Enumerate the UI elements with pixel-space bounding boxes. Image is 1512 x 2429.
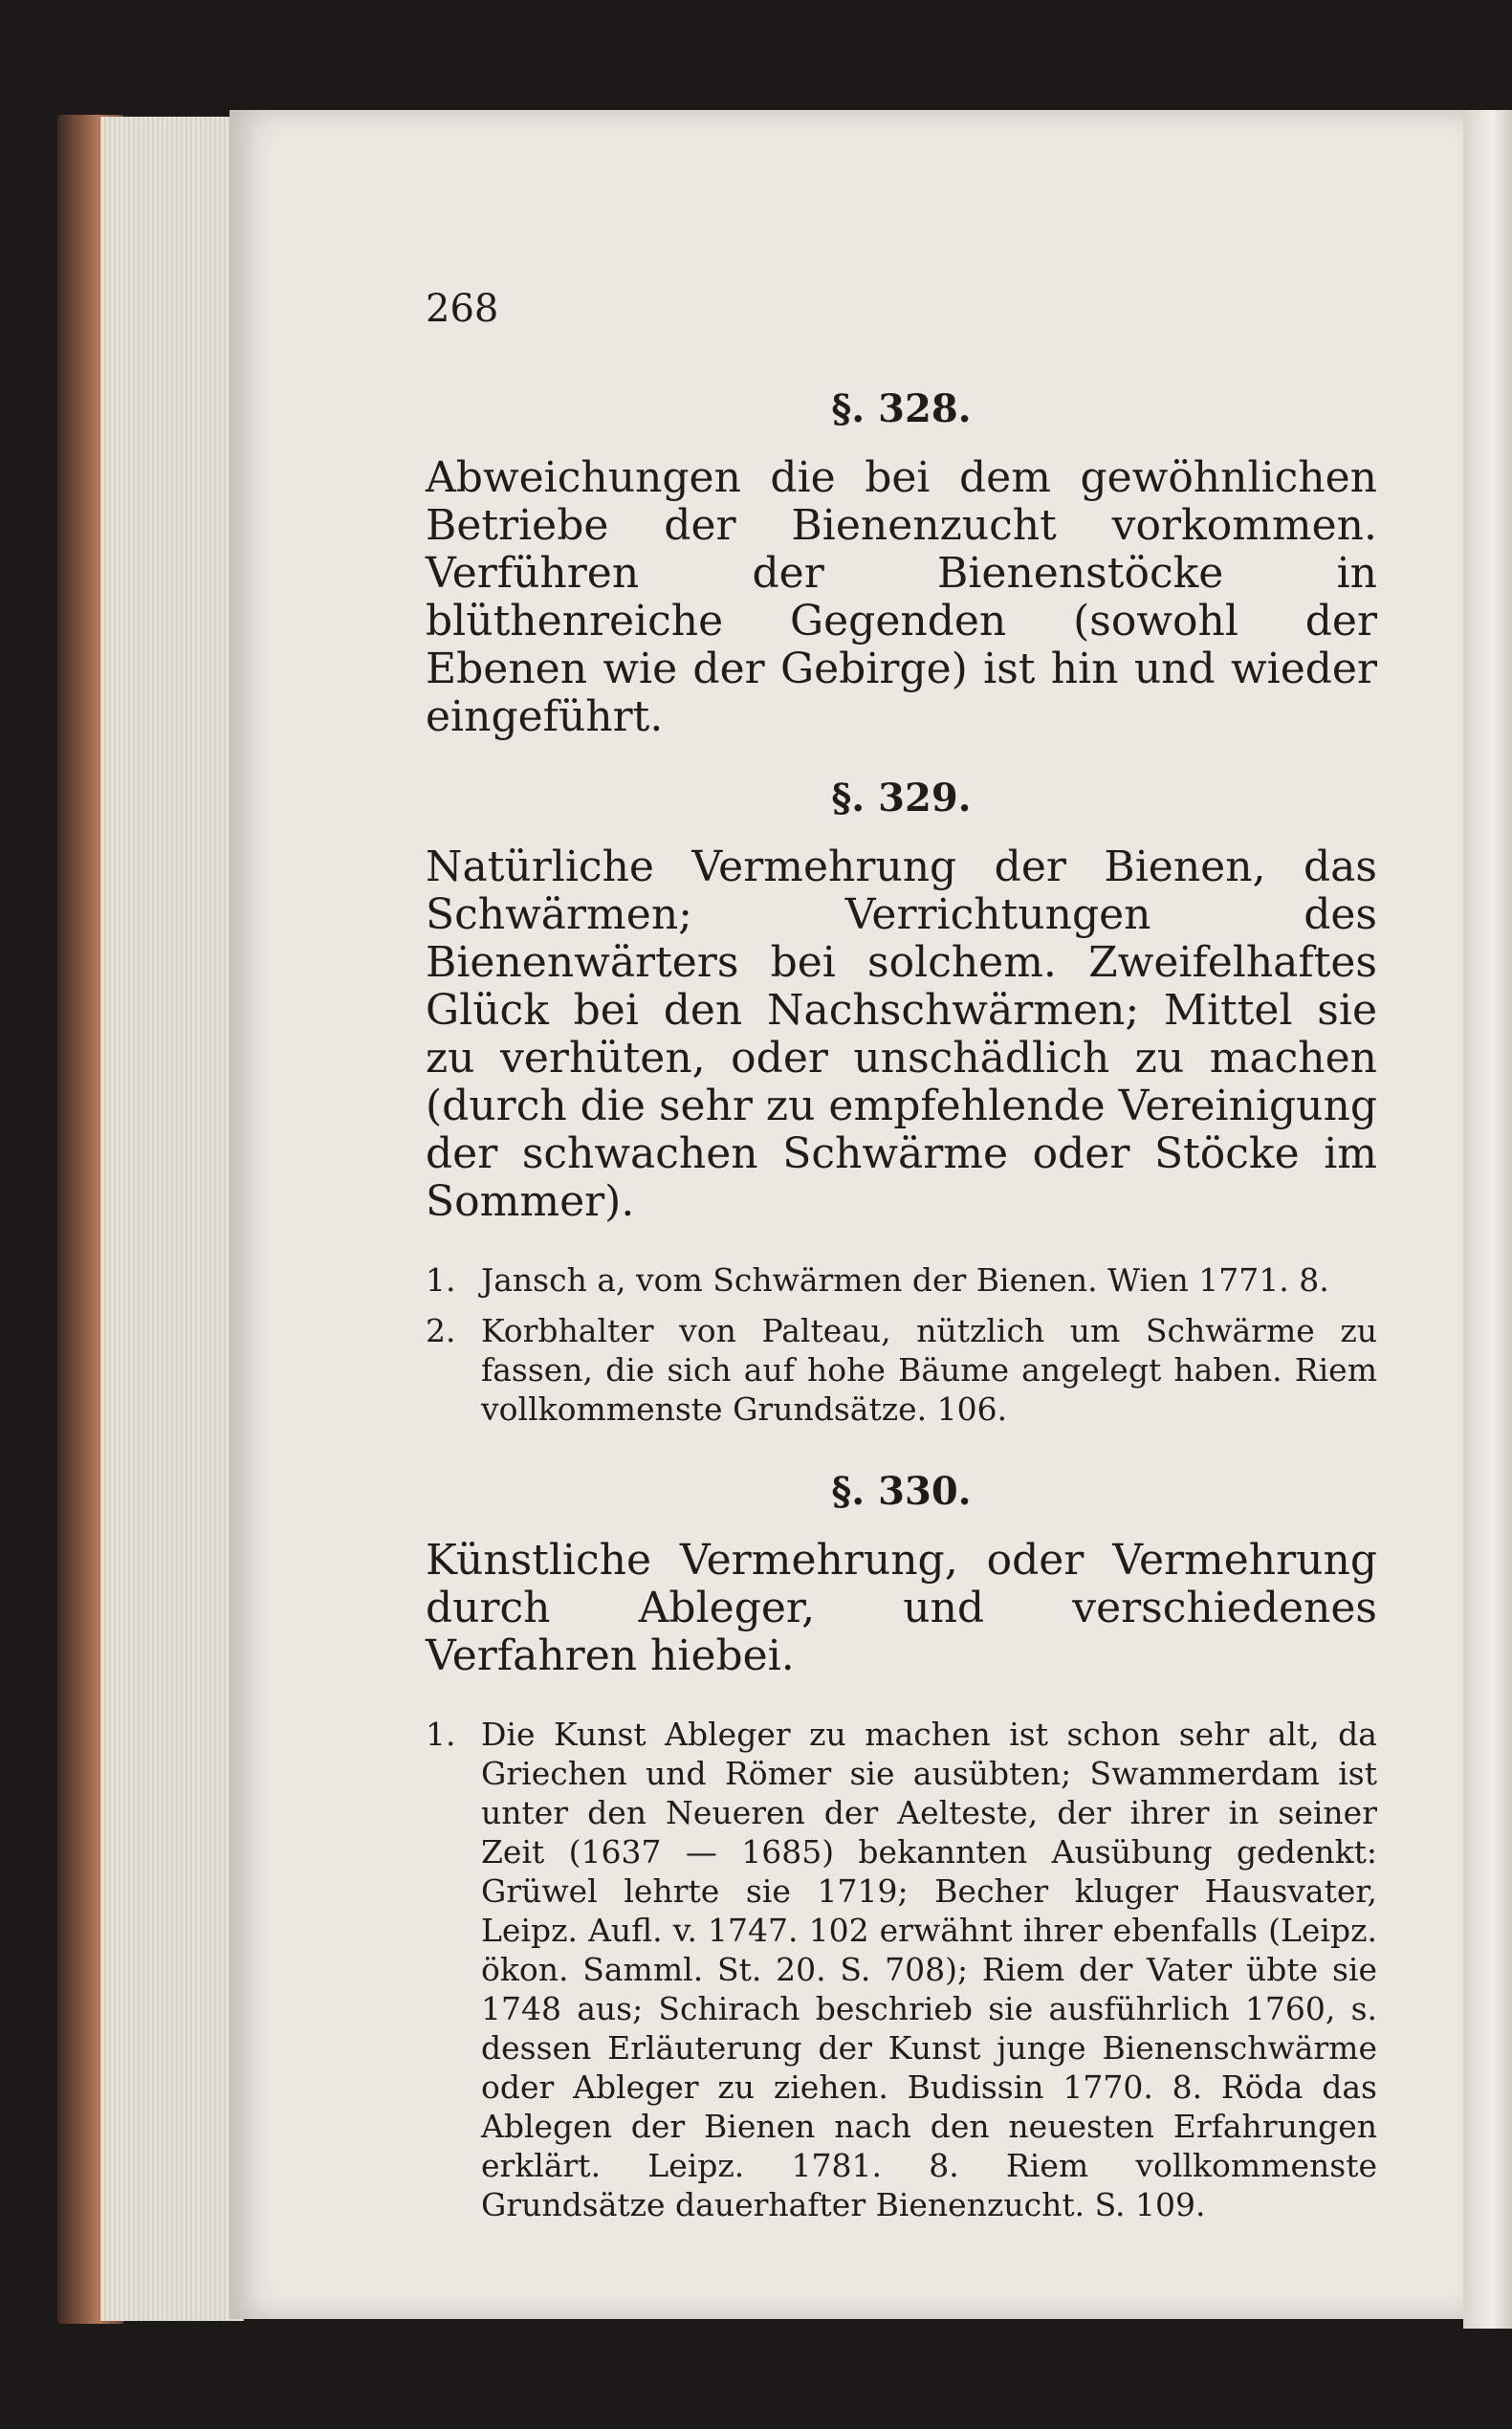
page-stack-edge bbox=[100, 117, 244, 2321]
section-329 bbox=[426, 776, 1377, 1429]
footnote bbox=[426, 1260, 1377, 1300]
footnote-list bbox=[426, 1260, 1377, 1429]
section-heading: §. 328. bbox=[831, 386, 972, 431]
facing-page-edge bbox=[1463, 110, 1512, 2329]
footnote-number: 2. bbox=[426, 1312, 456, 1349]
page-number: 268 bbox=[426, 287, 499, 331]
footnote-text: Korbhalter von Palteau, nützlich um Schwärme zu fassen, die sich auf hohe Bäume angelegt haben. Riem vollkommenste Grundsätze. 106. bbox=[481, 1312, 1377, 1428]
section-330 bbox=[426, 1469, 1377, 2224]
footnote-number: 1. bbox=[426, 1261, 456, 1299]
footnote bbox=[426, 1311, 1377, 1429]
section-summary: Künstliche Vermehrung, oder Vermehrung durch Ableger, und verschiedenes Verfahren hiebei. bbox=[426, 1536, 1377, 1680]
footnote-number: 1. bbox=[426, 1716, 456, 1753]
section-328 bbox=[426, 386, 1377, 741]
page-content bbox=[426, 287, 1377, 2265]
section-summary: Natürliche Vermehrung der Bienen, das Schwärmen; Verrichtungen des Bienenwärters bei solchem. Zweifelhaftes Glück bei den Nachschwärmen; Mittel sie zu verhüten, oder unschädlich zu machen (durch die sehr zu empfehlende Vereinigung der schwachen Schwärme oder Stöcke im Sommer). bbox=[426, 842, 1377, 1226]
section-summary: Abweichungen die bei dem gewöhnlichen Betriebe der Bienenzucht vorkommen. Verführen der Bienenstöcke in blüthenreiche Gegenden (sowohl der Ebenen wie der Gebirge) ist hin und wieder eingeführt. bbox=[426, 453, 1377, 741]
footnote-list bbox=[426, 1715, 1377, 2224]
section-heading: §. 330. bbox=[831, 1469, 972, 1514]
section-heading: §. 329. bbox=[831, 776, 972, 821]
footnote-text: Jansch a, vom Schwärmen der Bienen. Wien 1771. 8. bbox=[481, 1261, 1329, 1299]
footnote-text: Die Kunst Ableger zu machen ist schon sehr alt, da Griechen und Römer sie ausübten; Swammerdam ist unter den Neueren der Aelteste, der ihrer in seiner Zeit (1637 — 1685) bekannten Ausübung gedenkt: Grüwel lehrte sie 1719; Becher kluger Hausvater, Leipz. Aufl. v. 1747. 102 erwähnt ihrer ebenfalls (Leipz. ökon. Samml. St. 20. S. 708); Riem der Vater übte sie 1748 aus; Schirach beschrieb sie ausführlich 1760, s. dessen Erläuterung der Kunst junge Bienenschwärme oder Ableger zu ziehen. Budissin 1770. 8. Röda das Ablegen der Bienen nach den neuesten Erfahrungen erklärt. Leipz. 1781. 8. Riem vollkommenste Grundsätze dauerhafter Bienenzucht. S. 109. bbox=[481, 1716, 1377, 2223]
footnote bbox=[426, 1715, 1377, 2224]
